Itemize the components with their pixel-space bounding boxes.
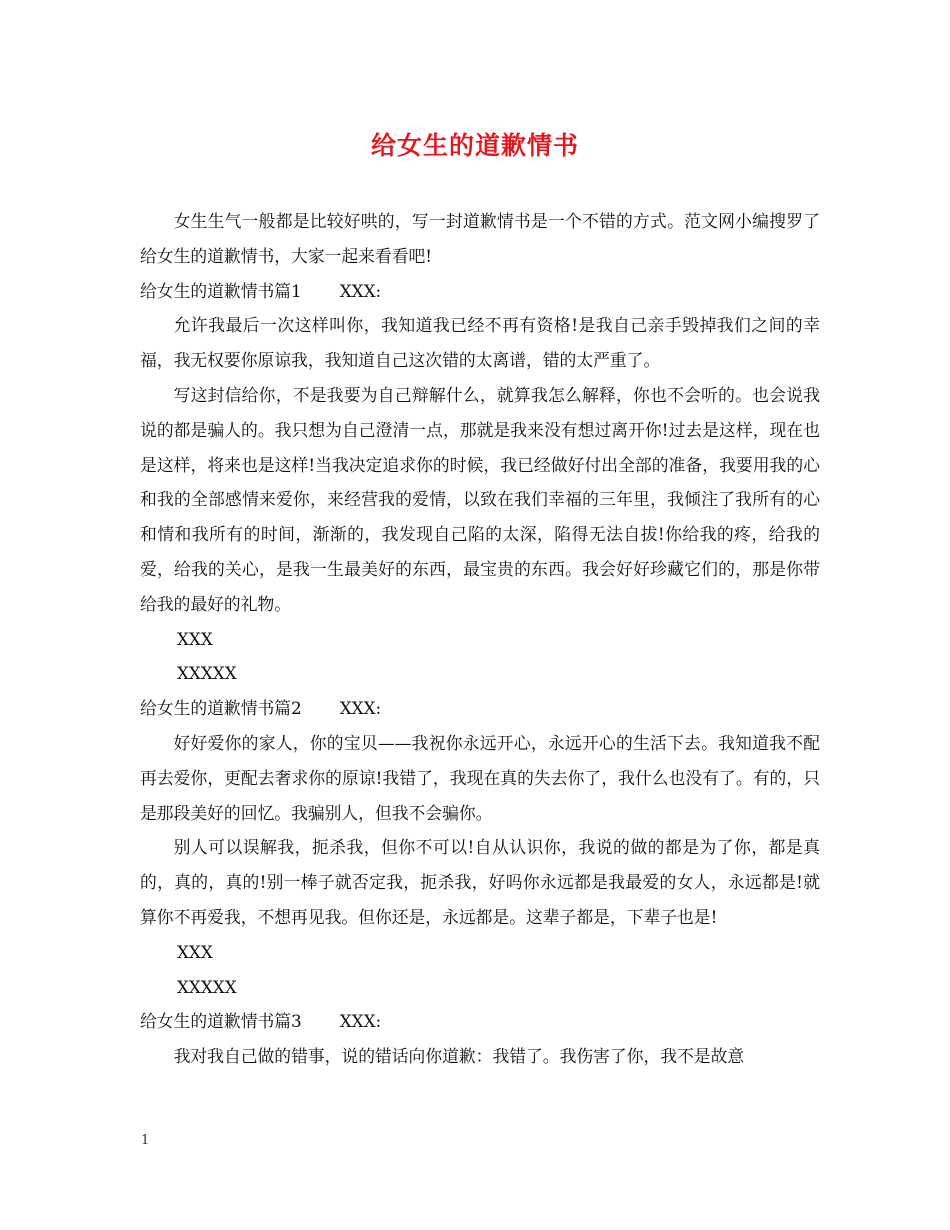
salutation: XXX: xyxy=(339,698,382,719)
section-title: 给女生的道歉情书篇1 xyxy=(140,280,302,301)
document-title: 给女生的道歉情书 xyxy=(370,131,579,160)
section-heading-3 xyxy=(140,1004,820,1039)
intro-paragraph: 女生生气一般都是比较好哄的，写一封道歉情书是一个不错的方式。范文网小编搜罗了给女生的道歉情书，大家一起来看看吧! xyxy=(140,211,820,266)
paragraph: 允许我最后一次这样叫你，我知道我已经不再有资格!是我自己亲手毁掉我们之间的幸福，我无权要你原谅我，我知道自己这次错的太离谱，错的太严重了。 xyxy=(140,315,820,371)
section-title: 给女生的道歉情书篇3 xyxy=(140,1011,302,1032)
date-line: XXXXX xyxy=(176,976,237,997)
salutation: XXX: xyxy=(339,1011,382,1032)
paragraph: 我对我自己做的错事，说的错话向你道歉：我错了。我伤害了你，我不是故意 xyxy=(173,1046,745,1067)
salutation: XXX: xyxy=(339,280,382,301)
section-heading-2 xyxy=(140,691,820,726)
paragraph: 别人可以误解我，扼杀我，但你不可以!自从认识你，我说的做的都是为了你，都是真的，真的，真的!别一棒子就否定我，扼杀我，好吗你永远都是我最爱的女人，永远都是!就算你不再爱我，不想再见我。但你还是，永远都是。这辈子都是，下辈子也是! xyxy=(140,837,820,927)
signature: XXX xyxy=(176,941,213,962)
section-title: 给女生的道歉情书篇2 xyxy=(140,698,302,719)
page-number: 1 xyxy=(141,1133,150,1148)
paragraph: 好好爱你的家人，你的宝贝——我祝你永远开心，永远开心的生活下去。我知道我不配再去爱你，更配去奢求你的原谅!我错了，我现在真的失去你了，我什么也没有了。有的，只是那段美好的回忆。我骗别人，但我不会骗你。 xyxy=(140,732,820,823)
paragraph: 写这封信给你，不是我要为自己辩解什么，就算我怎么解释，你也不会听的。也会说我说的都是骗人的。我只想为自己澄清一点，那就是我来没有想过离开你!过去是这样，现在也是这样，将来也是这样!当我决定追求你的时候，我已经做好付出全部的准备，我要用我的心和我的全部感情来爱你，来经营我的爱情，以致在我们幸福的三年里，我倾注了我所有的心和情和我所有的时间，渐渐的，我发现自己陷的太深，陷得无法自拔!你给我的疼，给我的爱，给我的关心，是我一生最美好的东西，最宝贵的东西。我会好好珍藏它们的，那是你带给我的最好的礼物。 xyxy=(140,384,820,614)
section-heading-1 xyxy=(140,274,820,309)
document-body xyxy=(140,204,820,1074)
signature: XXX xyxy=(176,628,213,649)
date-line: XXXXX xyxy=(176,663,237,684)
